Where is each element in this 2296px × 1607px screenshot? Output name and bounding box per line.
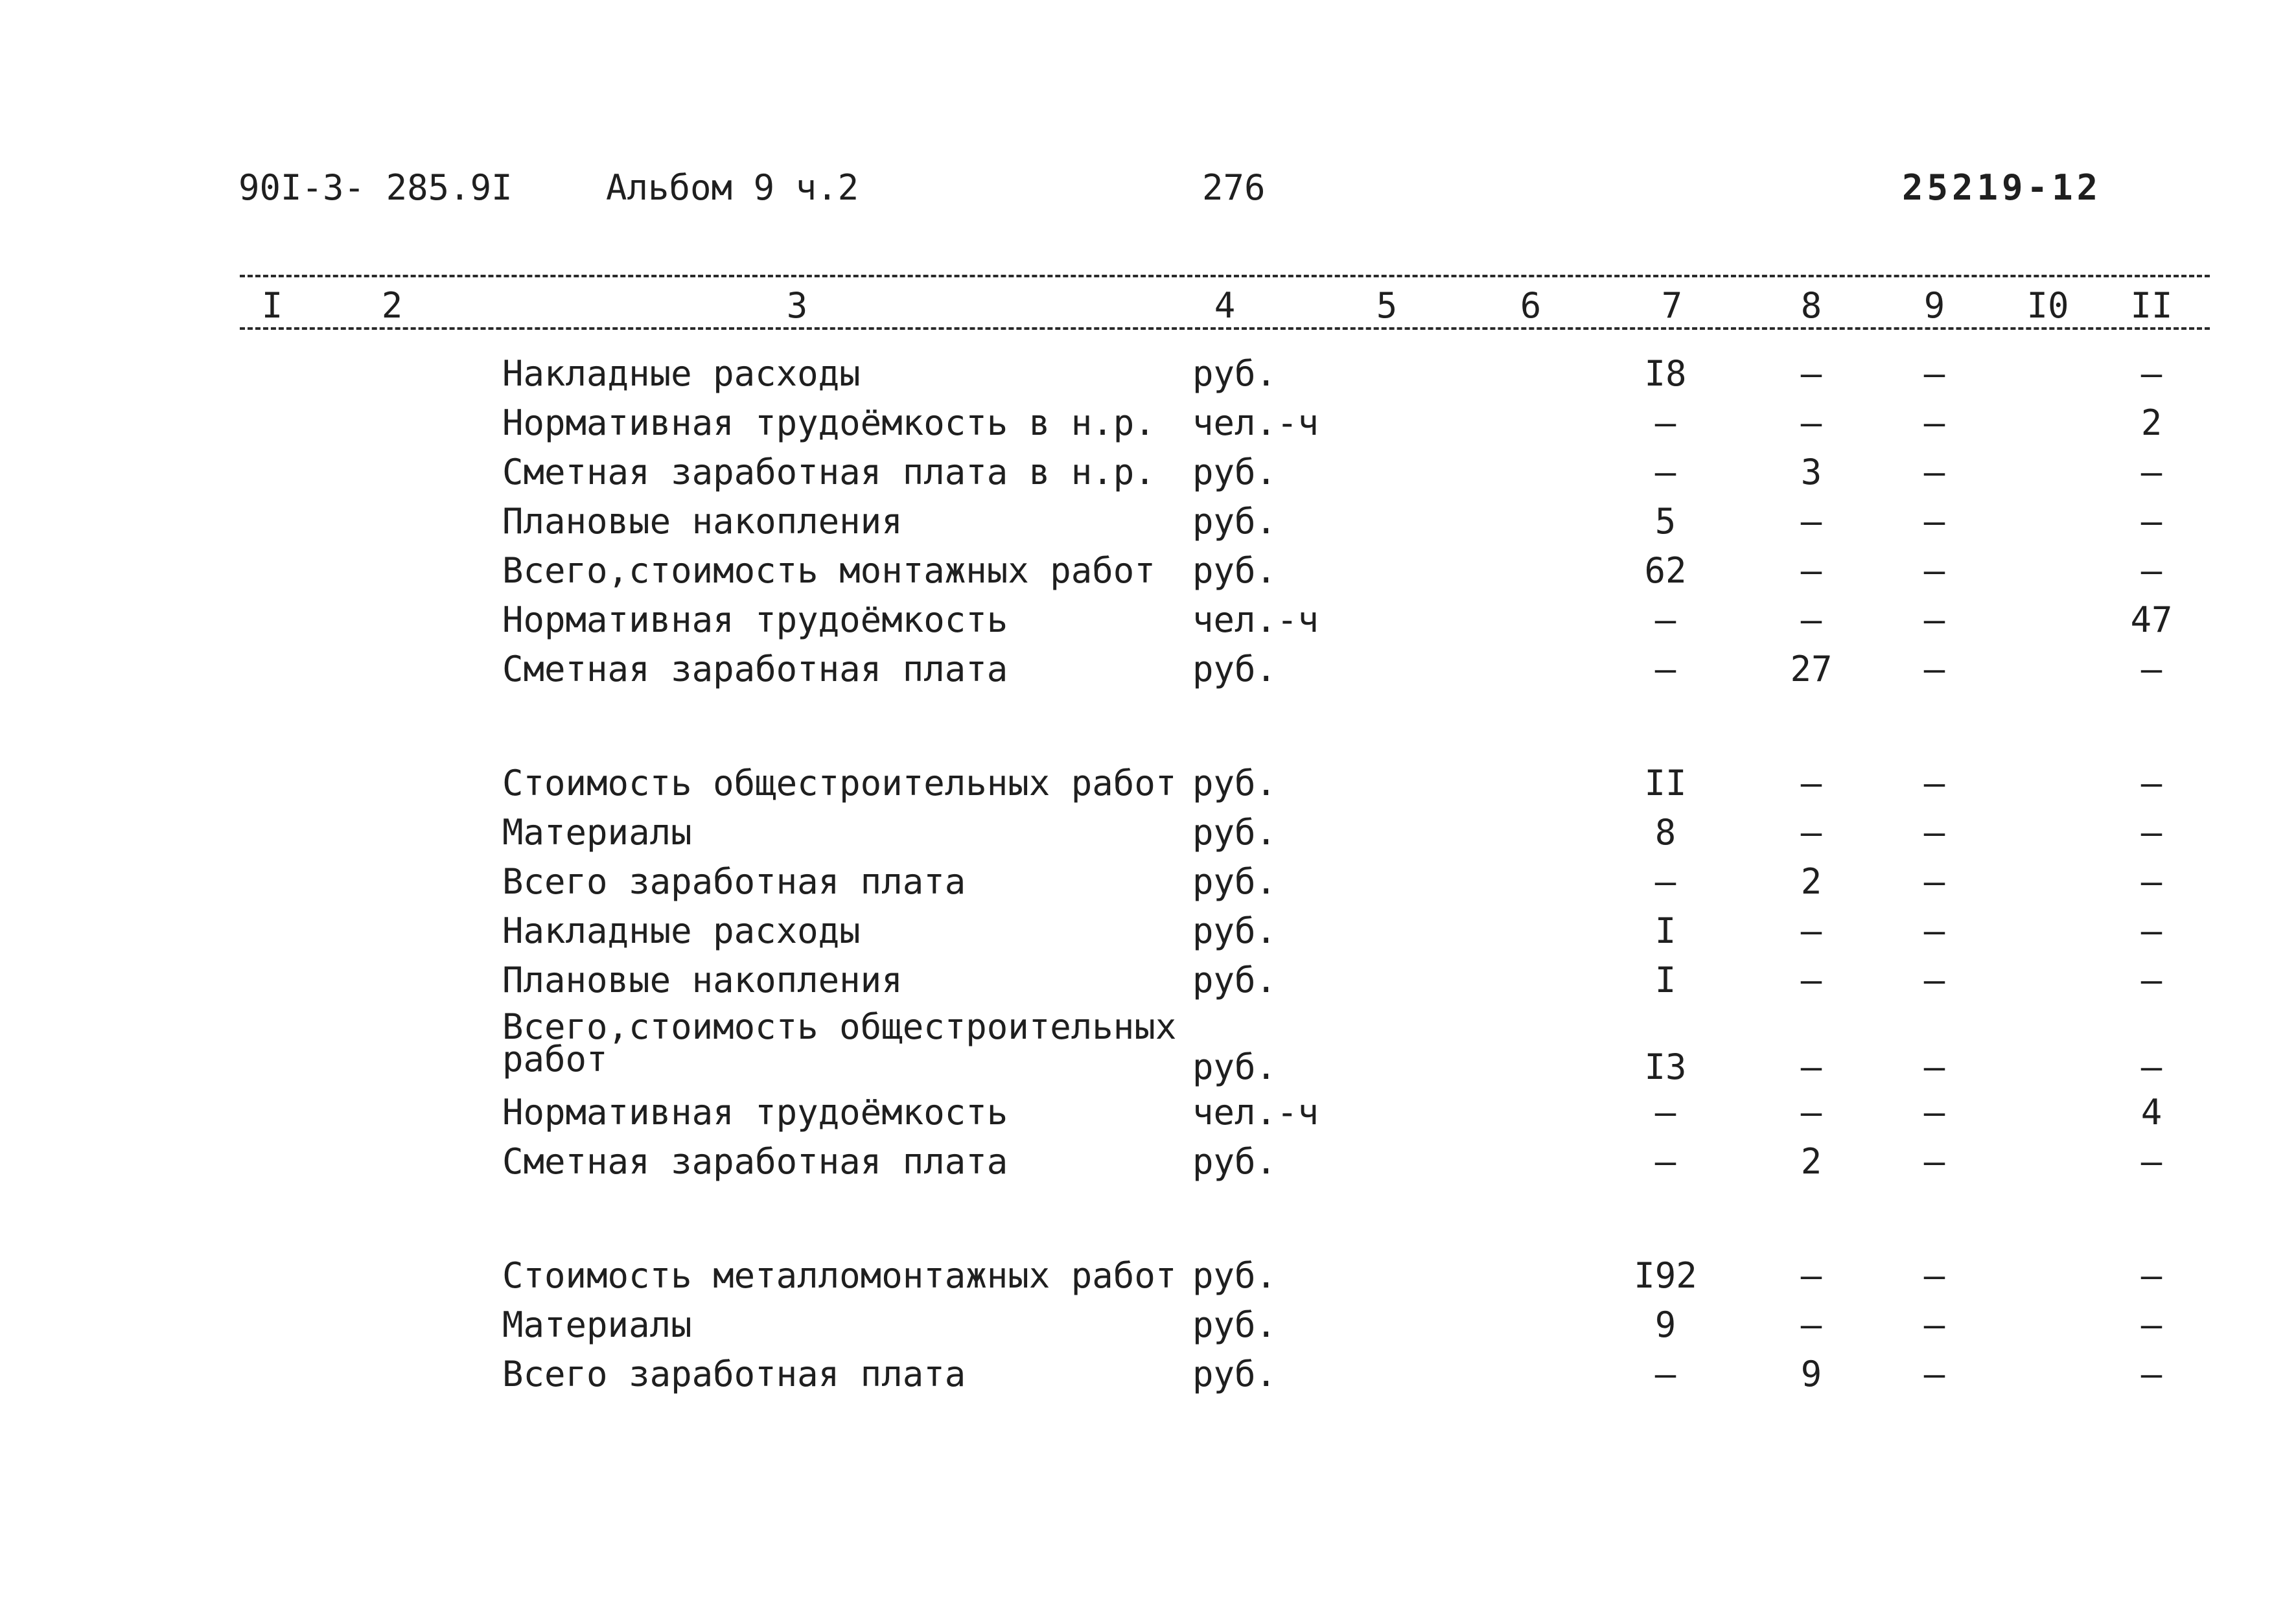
column-number: 7: [1661, 285, 1683, 326]
cell-col8: –: [1800, 1046, 1822, 1087]
sheet-number: 25219-12: [1902, 167, 2102, 208]
row-name: Материалы: [502, 1304, 692, 1345]
cell-col7: I8: [1644, 353, 1687, 394]
row-unit: чел.-ч: [1192, 1092, 1319, 1133]
column-number: I0: [2026, 285, 2069, 326]
cell-col7: –: [1654, 1092, 1676, 1133]
cell-col9: –: [1923, 599, 1945, 640]
cell-col8: –: [1800, 550, 1822, 591]
row-name: Сметная заработная плата в н.р.: [502, 452, 1155, 492]
row-unit: руб.: [1192, 1255, 1277, 1296]
row-name: Всего заработная плата: [502, 1354, 966, 1394]
cell-col8: –: [1800, 402, 1822, 443]
row-name: Накладные расходы: [502, 910, 861, 951]
row-unit: руб.: [1192, 1046, 1277, 1087]
cell-col8: –: [1800, 763, 1822, 804]
cell-col9: –: [1923, 1046, 1945, 1087]
row-unit: руб.: [1192, 812, 1277, 853]
cell-col9: –: [1923, 1141, 1945, 1182]
cell-col8: –: [1800, 960, 1822, 1000]
row-unit: руб.: [1192, 1354, 1277, 1394]
column-number: 6: [1520, 285, 1542, 326]
cell-col9: –: [1923, 452, 1945, 492]
row-unit: руб.: [1192, 1304, 1277, 1345]
cell-col8: –: [1800, 1092, 1822, 1133]
column-number: 9: [1923, 285, 1945, 326]
cell-col9: –: [1923, 1354, 1945, 1394]
cell-col9: –: [1923, 960, 1945, 1000]
row-name: Плановые накопления: [502, 501, 903, 542]
row-name: Всего заработная плата: [502, 861, 966, 902]
header-divider-bottom: [240, 327, 2210, 330]
cell-col7: I92: [1634, 1255, 1697, 1296]
row-name: Всего,стоимость общестроительных работ: [502, 1006, 1177, 1080]
cell-col8: –: [1800, 910, 1822, 951]
row-name: Материалы: [502, 812, 692, 853]
cell-col11: –: [2140, 812, 2163, 853]
cell-col11: –: [2140, 1354, 2163, 1394]
cell-col8: –: [1800, 812, 1822, 853]
row-name: Нормативная трудоёмкость в н.р.: [502, 402, 1155, 443]
cell-col11: –: [2140, 861, 2163, 902]
cell-col7: 9: [1654, 1304, 1676, 1345]
cell-col9: –: [1923, 402, 1945, 443]
column-number: 8: [1800, 285, 1822, 326]
row-unit: чел.-ч: [1192, 599, 1319, 640]
document-code: 90I-3- 285.9I: [238, 167, 513, 208]
page-number: 276: [1202, 167, 1266, 208]
cell-col11: –: [2140, 1304, 2163, 1345]
cell-col11: 4: [2140, 1092, 2163, 1133]
cell-col11: –: [2140, 1046, 2163, 1087]
row-unit: руб.: [1192, 501, 1277, 542]
cell-col7: –: [1654, 1354, 1676, 1394]
cell-col7: –: [1654, 599, 1676, 640]
cell-col8: 3: [1800, 452, 1822, 492]
cell-col7: 62: [1644, 550, 1687, 591]
cell-col9: –: [1923, 550, 1945, 591]
row-unit: руб.: [1192, 452, 1277, 492]
cell-col11: –: [2140, 452, 2163, 492]
row-unit: руб.: [1192, 550, 1277, 591]
cell-col11: –: [2140, 353, 2163, 394]
cell-col9: –: [1923, 1304, 1945, 1345]
cell-col11: 47: [2130, 599, 2173, 640]
cell-col7: I: [1654, 960, 1676, 1000]
cell-col8: 27: [1790, 649, 1833, 689]
cell-col11: –: [2140, 550, 2163, 591]
cell-col8: –: [1800, 599, 1822, 640]
row-unit: руб.: [1192, 1141, 1277, 1182]
cell-col7: –: [1654, 452, 1676, 492]
cell-col9: –: [1923, 812, 1945, 853]
column-number: I: [261, 285, 283, 326]
cell-col7: 5: [1654, 501, 1676, 542]
row-unit: руб.: [1192, 649, 1277, 689]
cell-col7: –: [1654, 1141, 1676, 1182]
column-number: 2: [381, 285, 403, 326]
row-unit: руб.: [1192, 353, 1277, 394]
cell-col7: 8: [1654, 812, 1676, 853]
row-name: Накладные расходы: [502, 353, 861, 394]
cell-col11: –: [2140, 1255, 2163, 1296]
row-name: Сметная заработная плата: [502, 1141, 1008, 1182]
cell-col8: 2: [1800, 861, 1822, 902]
cell-col7: II: [1644, 763, 1687, 804]
cell-col7: –: [1654, 402, 1676, 443]
cell-col8: –: [1800, 501, 1822, 542]
row-name: Всего,стоимость монтажных работ: [502, 550, 1155, 591]
row-unit: руб.: [1192, 960, 1277, 1000]
album-label: Альбом 9 ч.2: [606, 167, 859, 208]
cell-col9: –: [1923, 1092, 1945, 1133]
column-number: 5: [1376, 285, 1398, 326]
row-name: Нормативная трудоёмкость: [502, 599, 1008, 640]
column-number: II: [2130, 285, 2173, 326]
cell-col9: –: [1923, 353, 1945, 394]
row-name: Плановые накопления: [502, 960, 903, 1000]
cell-col11: –: [2140, 1141, 2163, 1182]
cell-col8: 2: [1800, 1141, 1822, 1182]
cell-col8: –: [1800, 1255, 1822, 1296]
cell-col9: –: [1923, 501, 1945, 542]
cell-col11: –: [2140, 910, 2163, 951]
cell-col9: –: [1923, 763, 1945, 804]
row-name: Стоимость металломонтажных работ: [502, 1255, 1177, 1296]
cell-col9: –: [1923, 1255, 1945, 1296]
cell-col7: I: [1654, 910, 1676, 951]
cell-col9: –: [1923, 861, 1945, 902]
row-unit: чел.-ч: [1192, 402, 1319, 443]
row-unit: руб.: [1192, 763, 1277, 804]
cell-col8: 9: [1800, 1354, 1822, 1394]
cell-col7: –: [1654, 649, 1676, 689]
cell-col11: –: [2140, 763, 2163, 804]
row-name: Стоимость общестроительных работ: [502, 763, 1177, 804]
row-unit: руб.: [1192, 910, 1277, 951]
column-number: 3: [786, 285, 808, 326]
cell-col7: –: [1654, 861, 1676, 902]
cell-col11: –: [2140, 501, 2163, 542]
row-unit: руб.: [1192, 861, 1277, 902]
cell-col11: –: [2140, 649, 2163, 689]
row-name: Нормативная трудоёмкость: [502, 1092, 1008, 1133]
cell-col8: –: [1800, 1304, 1822, 1345]
cell-col8: –: [1800, 353, 1822, 394]
header-divider-top: [240, 275, 2210, 277]
cell-col7: I3: [1644, 1046, 1687, 1087]
column-number: 4: [1214, 285, 1236, 326]
row-name: Сметная заработная плата: [502, 649, 1008, 689]
cell-col9: –: [1923, 910, 1945, 951]
cell-col11: –: [2140, 960, 2163, 1000]
cell-col9: –: [1923, 649, 1945, 689]
cell-col11: 2: [2140, 402, 2163, 443]
